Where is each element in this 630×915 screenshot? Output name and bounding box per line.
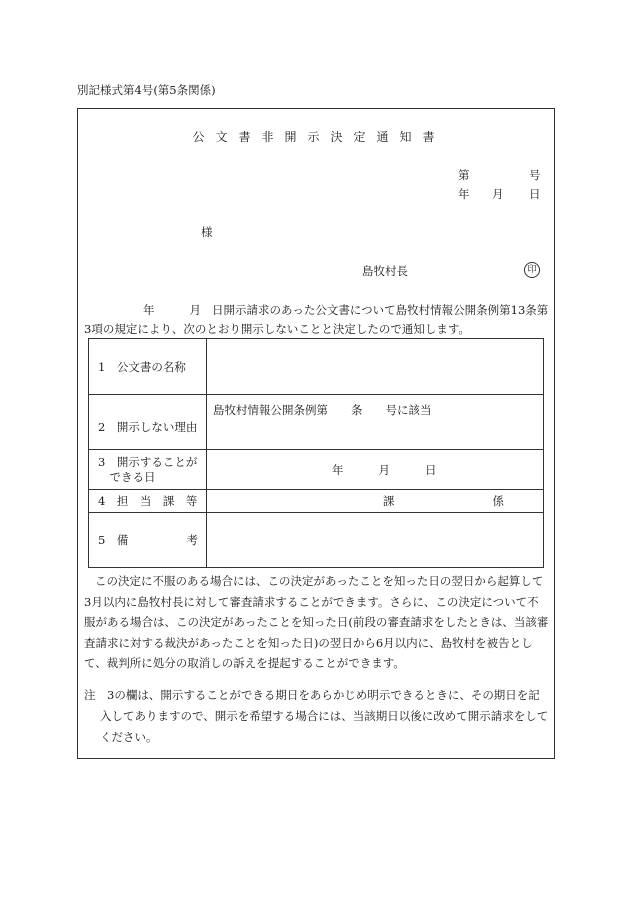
request-year-label: 年	[143, 303, 155, 317]
intro-paragraph	[84, 301, 550, 339]
seal-icon: 印	[524, 262, 540, 278]
appeal-notice: この決定に不服のある場合には、この決定があったことを知った日の翌日から起算して3月以内に島牧村長に対して審査請求することができます。さらに、この決定について不服がある場合は、この決定があったことを知った日(前段の審査請求をしたときは、当該審査請求に対する裁決があったことを知った日)の翌日から6月以内に、島牧村を被告として、裁判所に処分の取消しの訴えを提起することができます。	[84, 574, 549, 670]
row5-label-left: 5 備	[98, 533, 129, 547]
row3-label-line2: できる日	[98, 469, 156, 484]
request-month-label: 月	[189, 303, 201, 317]
disclosure-month-label: 月	[378, 462, 390, 477]
date-month-label: 月	[492, 187, 504, 201]
date-year-label: 年	[458, 187, 470, 201]
row1-label: 1 公文書の名称	[89, 339, 207, 395]
table-row	[89, 490, 544, 513]
table-row	[89, 395, 544, 450]
decision-table	[88, 338, 544, 568]
addressee-honorific: 様	[201, 225, 213, 239]
row3-value	[207, 450, 544, 490]
document-number-prefix: 第	[458, 168, 470, 182]
row2-label: 2 開示しない理由	[89, 395, 207, 450]
issuer-name: 島牧村長	[362, 264, 408, 278]
row2-value: 島牧村情報公開条例第 条 号に該当	[207, 395, 544, 450]
table-row	[89, 339, 544, 395]
request-date-blank	[84, 301, 212, 320]
row5-label-right: 考	[186, 533, 198, 547]
disclosure-year-label: 年	[332, 462, 344, 477]
row4-value	[207, 490, 544, 513]
document-number-suffix: 号	[529, 168, 541, 182]
section-label: 課	[383, 494, 395, 508]
row5-label	[89, 513, 207, 568]
footnote: 注 3の欄は、開示することができる期日をあらかじめ明示できるときに、その期日を記入してありますので、開示を希望する場合には、当該期日以後に改めて開示請求をしてください。	[84, 688, 549, 744]
form-label: 別記様式第4号(第5条関係)	[77, 83, 216, 97]
intro-text: 日開示請求のあった公文書について島牧村情報公開条例第13条第3項の規定により、次のとおり開示しないことと決定したので通知します。	[84, 303, 549, 336]
subsection-label: 係	[492, 494, 504, 508]
row5-value	[207, 513, 544, 568]
row3-label-line1: 3 開示することが	[98, 454, 198, 469]
table-row	[89, 513, 544, 568]
table-row	[89, 450, 544, 490]
row3-label	[89, 450, 207, 490]
row4-label: 4 担 当 課 等	[89, 490, 207, 513]
disclosure-day-label: 日	[425, 462, 437, 477]
date-day-label: 日	[529, 187, 541, 201]
document-title: 公文書非開示決定通知書	[192, 130, 446, 144]
row1-value	[207, 339, 544, 395]
